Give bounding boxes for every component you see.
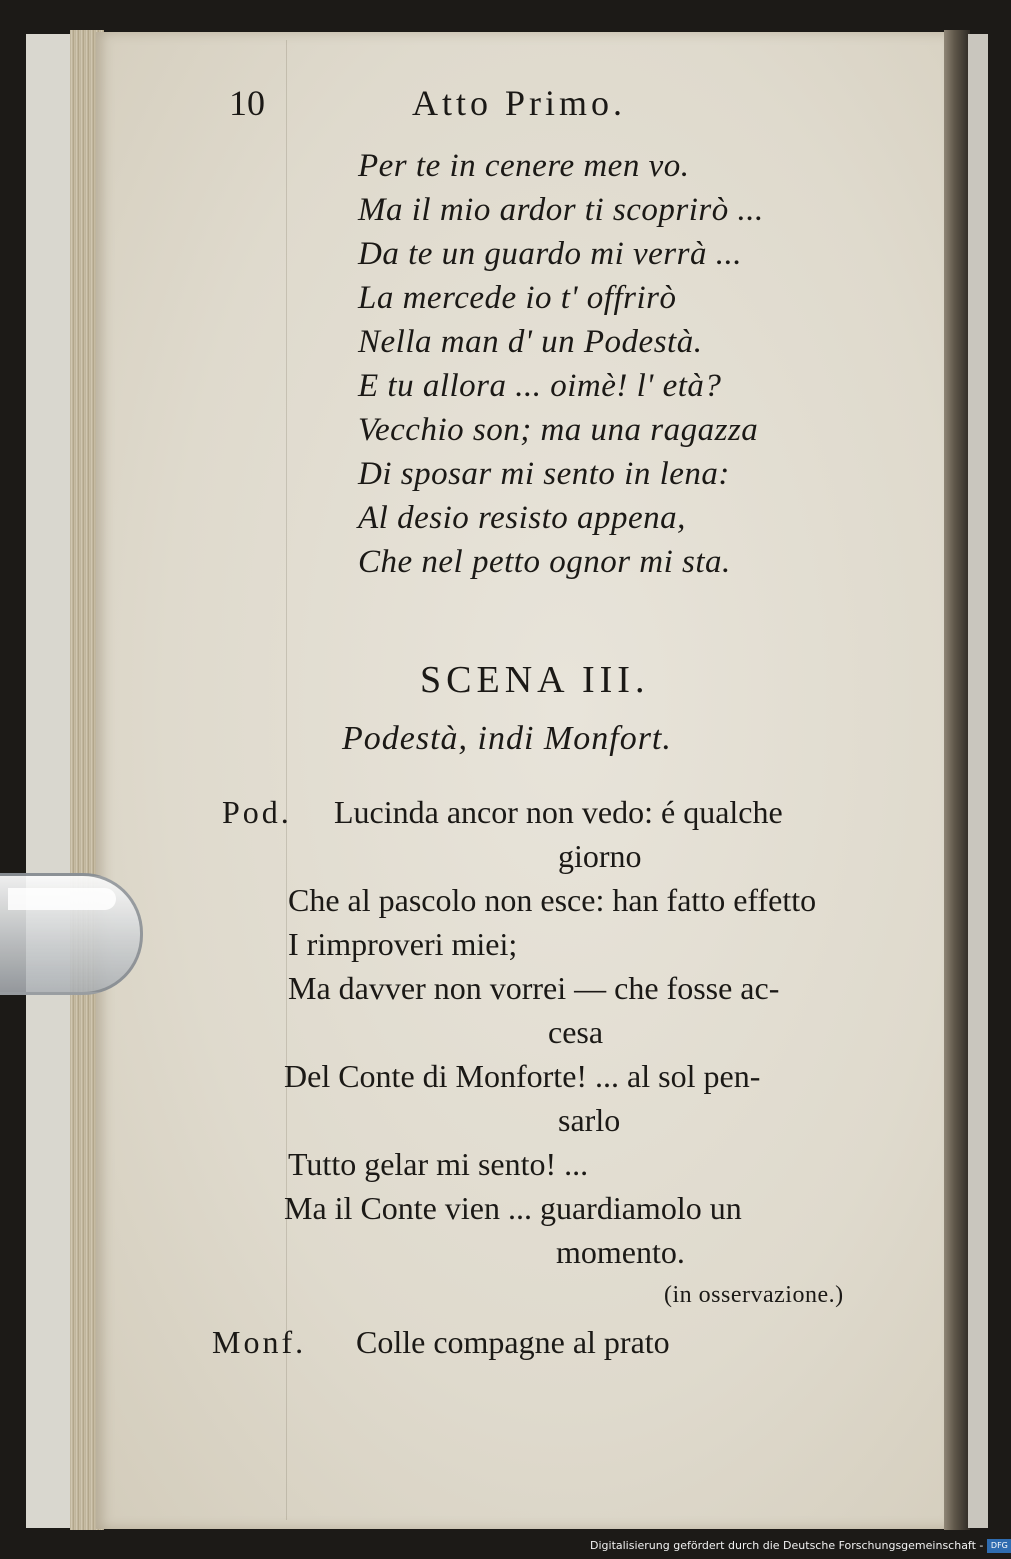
verse-line: Per te in cenere men vo. bbox=[358, 148, 690, 184]
dialogue-line: Ma davver non vorrei — che fosse ac- bbox=[288, 970, 780, 1006]
speaker-label: Pod. bbox=[222, 794, 292, 830]
dialogue-line: I rimproveri miei; bbox=[288, 926, 518, 962]
dialogue-line: Che al pascolo non esce: han fatto effetto bbox=[288, 882, 817, 918]
digitization-credit bbox=[590, 1536, 1008, 1556]
dialogue-line: Tutto gelar mi sento! ... bbox=[288, 1146, 589, 1182]
dialogue-line: Del Conte di Monforte! ... al sol pen- bbox=[284, 1058, 761, 1094]
dialogue-line: Ma il Conte vien ... guardiamolo un bbox=[284, 1190, 742, 1226]
verse-line: Al desio resisto appena, bbox=[358, 500, 686, 536]
page-number: 10 bbox=[229, 83, 265, 123]
verse-line: E tu allora ... oimè! l' età? bbox=[358, 368, 722, 404]
credit-text: Digitalisierung gefördert durch die Deutsche Forschungsgemeinschaft - bbox=[590, 1539, 984, 1552]
dialogue-line: giorno bbox=[558, 838, 642, 874]
verse-line: Di sposar mi sento in lena: bbox=[358, 456, 730, 492]
verse-line: Vecchio son; ma una ragazza bbox=[358, 412, 759, 448]
dialogue-line: Lucinda ancor non vedo: é qualche bbox=[334, 794, 783, 830]
verse-line: Da te un guardo mi verrà ... bbox=[358, 236, 742, 272]
scene-title: SCENA III. bbox=[420, 659, 650, 701]
dialogue-line: Colle compagne al prato bbox=[356, 1324, 670, 1360]
dialogue-line: momento. bbox=[556, 1234, 685, 1270]
speaker-label: Monf. bbox=[212, 1324, 307, 1360]
stage-direction: (in osservazione.) bbox=[664, 1282, 844, 1308]
right-board bbox=[968, 34, 988, 1528]
verse-line: Che nel petto ognor mi sta. bbox=[358, 544, 731, 580]
fold-crease bbox=[286, 40, 287, 1520]
verse-line: La mercede io t' offrirò bbox=[358, 280, 677, 316]
dfg-logo-icon: DFG bbox=[987, 1539, 1011, 1553]
dialogue-line: cesa bbox=[548, 1014, 604, 1050]
verse-line: Nella man d' un Podestà. bbox=[358, 324, 703, 360]
running-head: Atto Primo. bbox=[412, 83, 627, 123]
verse-line: Ma il mio ardor ti scoprirò ... bbox=[358, 192, 764, 228]
dialogue-line: sarlo bbox=[558, 1102, 621, 1138]
book-spine-shadow bbox=[944, 30, 970, 1530]
scene-cast: Podestà, indi Monfort. bbox=[342, 720, 672, 757]
page-clip-highlight bbox=[8, 888, 116, 910]
